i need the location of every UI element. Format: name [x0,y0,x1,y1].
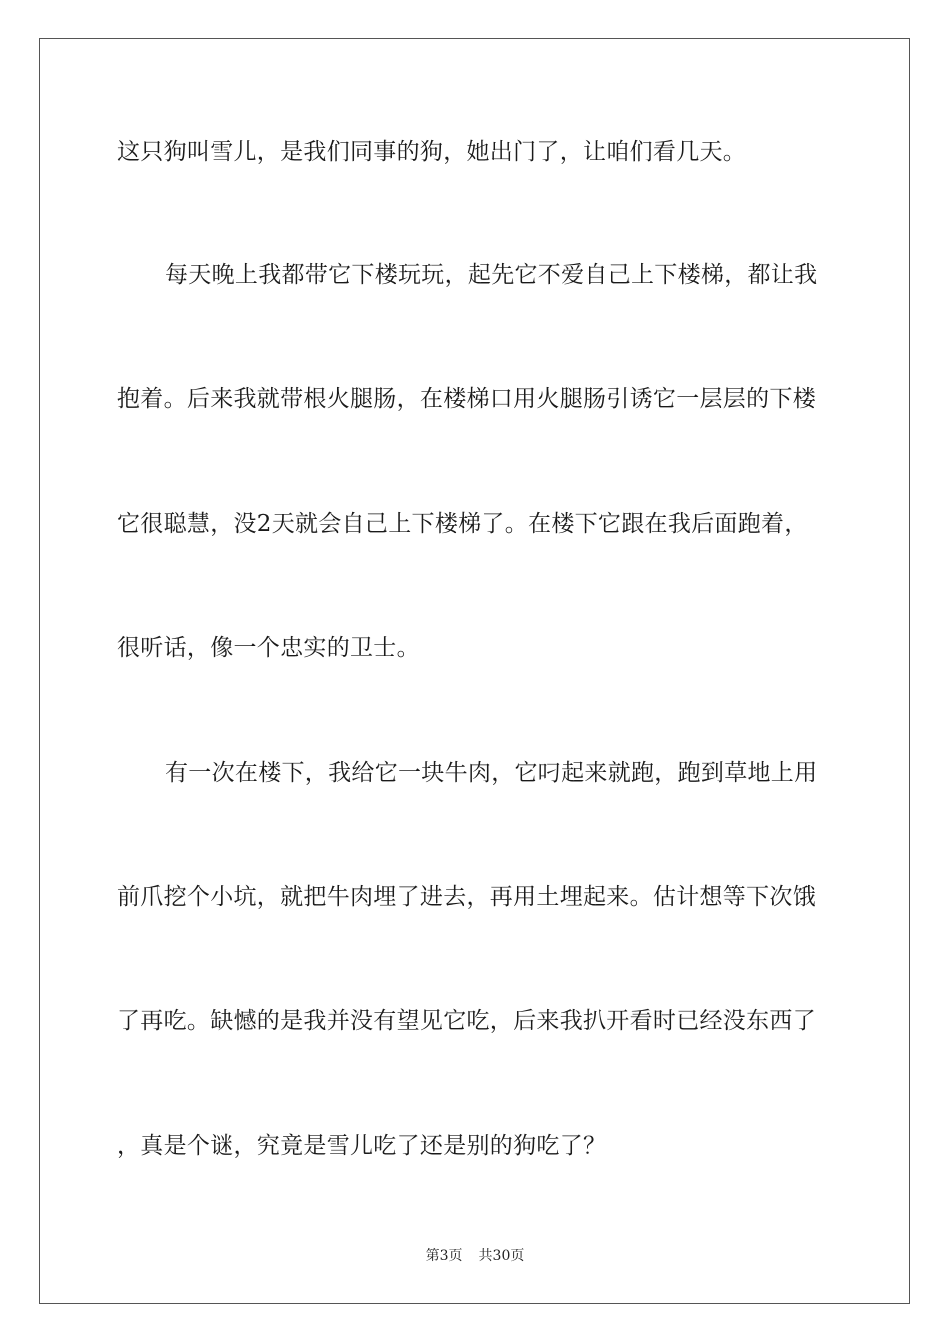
page-number: 第3页 [425,1248,463,1264]
page-border [39,38,910,1304]
paragraph-line: 这只狗叫雪儿，是我们同事的狗，她出门了，让咱们看几天。 [117,139,747,165]
paragraph-line: 它很聪慧，没2天就会自己上下楼梯了。在楼下它跟在我后面跑着， [117,511,808,537]
paragraph-line: 每天晚上我都带它下楼玩玩，起先它不爱自己上下楼梯，都让我 [165,262,818,288]
page-total: 共30页 [478,1248,525,1264]
paragraph-line: 了再吃。缺憾的是我并没有望见它吃，后来我扒开看时已经没东西了 [117,1008,816,1034]
paragraph-line: 抱着。后来我就带根火腿肠，在楼梯口用火腿肠引诱它一层层的下楼 [117,386,816,412]
paragraph-line: 前爪挖个小坑，就把牛肉埋了进去，再用土埋起来。估计想等下次饿 [117,884,816,910]
paragraph-line: ，真是个谜，究竟是雪儿吃了还是别的狗吃了？ [117,1133,607,1159]
page-footer [0,1245,950,1265]
paragraph-line: 有一次在楼下，我给它一块牛肉，它叼起来就跑，跑到草地上用 [165,760,818,786]
paragraph-line: 很听话，像一个忠实的卫士。 [117,635,420,661]
